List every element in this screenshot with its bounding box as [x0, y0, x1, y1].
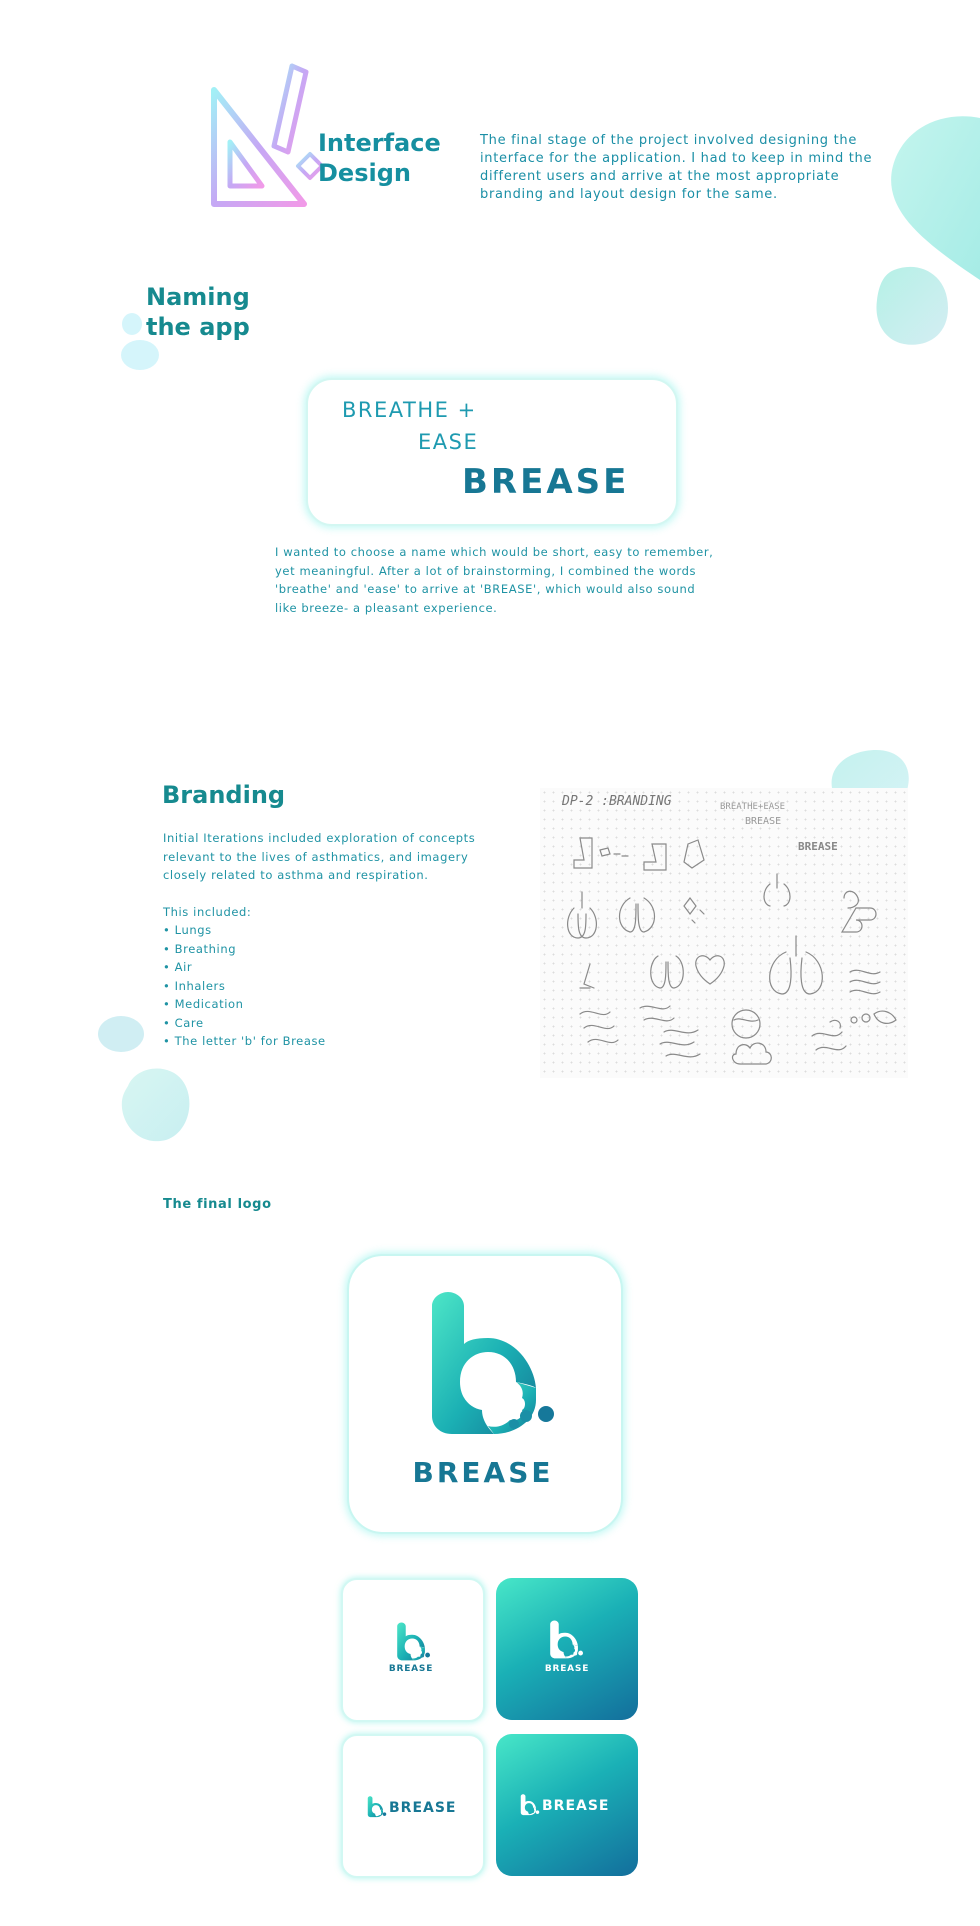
blob-top-right: [880, 110, 980, 290]
blob-naming-2: [120, 338, 162, 372]
naming-description: I wanted to choose a name which would be short, easy to remember, yet meaningful. After a lot of brainstorming, I combined the words 'breathe' and 'ease' to arrive at 'BREASE', which would also sound like breeze- a pleasant experience.: [275, 545, 714, 615]
branding-item-lungs: • Lungs: [163, 921, 326, 940]
blob-branding-left-2: [120, 1062, 192, 1142]
branding-item-care: • Care: [163, 1014, 326, 1033]
tile-4-wordmark: BREASE: [542, 1798, 610, 1814]
tile-2-wordmark: BREASE: [544, 1664, 590, 1674]
branding-item-letter-b: • The letter 'b' for Brease: [163, 1032, 326, 1051]
naming-title: [146, 282, 250, 342]
final-logo-label: The final logo: [163, 1197, 272, 1212]
branding-intro: Initial Iterations included exploration of concepts relevant to the lives of asthmatics, and imagery closely related to asthma and respiration.: [163, 831, 476, 882]
ruler-pencil-icon: [210, 62, 328, 210]
name-card-name: BREASE: [462, 462, 630, 502]
brease-b-logo-icon: [430, 1290, 560, 1440]
interface-title-line1: Interface: [318, 129, 441, 157]
tile-3-wordmark: BREASE: [389, 1800, 457, 1816]
sketch-note-2: BREASE: [745, 816, 782, 827]
logo-tile-gradient-horizontal: [496, 1734, 638, 1876]
sketch-doodles: [540, 788, 908, 1078]
blob-branding-left-1: [96, 1014, 146, 1054]
branding-item-breathing: • Breathing: [163, 940, 326, 959]
branding-title: Branding: [162, 781, 286, 809]
brease-b-icon-inline-white: [520, 1794, 540, 1816]
naming-title-line2: the app: [146, 313, 250, 341]
interface-title: [318, 128, 441, 188]
logo-tile-gradient-stacked: [496, 1578, 638, 1720]
branding-item-air: • Air: [163, 958, 326, 977]
blob-naming-1: [120, 312, 144, 336]
tile-1-wordmark: BREASE: [388, 1664, 434, 1674]
brease-b-icon-inline: [367, 1796, 387, 1818]
branding-sketch: [540, 788, 908, 1078]
brease-b-icon-white: [548, 1620, 586, 1660]
branding-list: [163, 921, 326, 1051]
interface-title-line2: Design: [318, 159, 411, 187]
branding-included-label: This included:: [163, 905, 252, 919]
interface-description: The final stage of the project involved designing the interface for the application. I had to keep in mind the different users and arrive at the most appropriate branding and layout design for the same.: [480, 133, 873, 202]
sketch-header: DP-2 :BRANDING: [562, 794, 672, 809]
name-card-line2: EASE: [418, 430, 479, 454]
branding-item-inhalers: • Inhalers: [163, 977, 326, 996]
branding-item-medication: • Medication: [163, 995, 326, 1014]
final-logo-wordmark: BREASE: [412, 1456, 554, 1489]
logo-tile-white-horizontal: [341, 1734, 485, 1878]
naming-title-line1: Naming: [146, 283, 250, 311]
sketch-note-1: BREATHE+EASE: [720, 802, 786, 812]
brease-b-icon-small: [395, 1622, 433, 1662]
name-card-line1: BREATHE +: [342, 398, 477, 422]
sketch-note-3: BREASE: [798, 840, 838, 853]
logo-tile-white-stacked: [341, 1578, 485, 1722]
blob-right-small: [874, 264, 950, 348]
